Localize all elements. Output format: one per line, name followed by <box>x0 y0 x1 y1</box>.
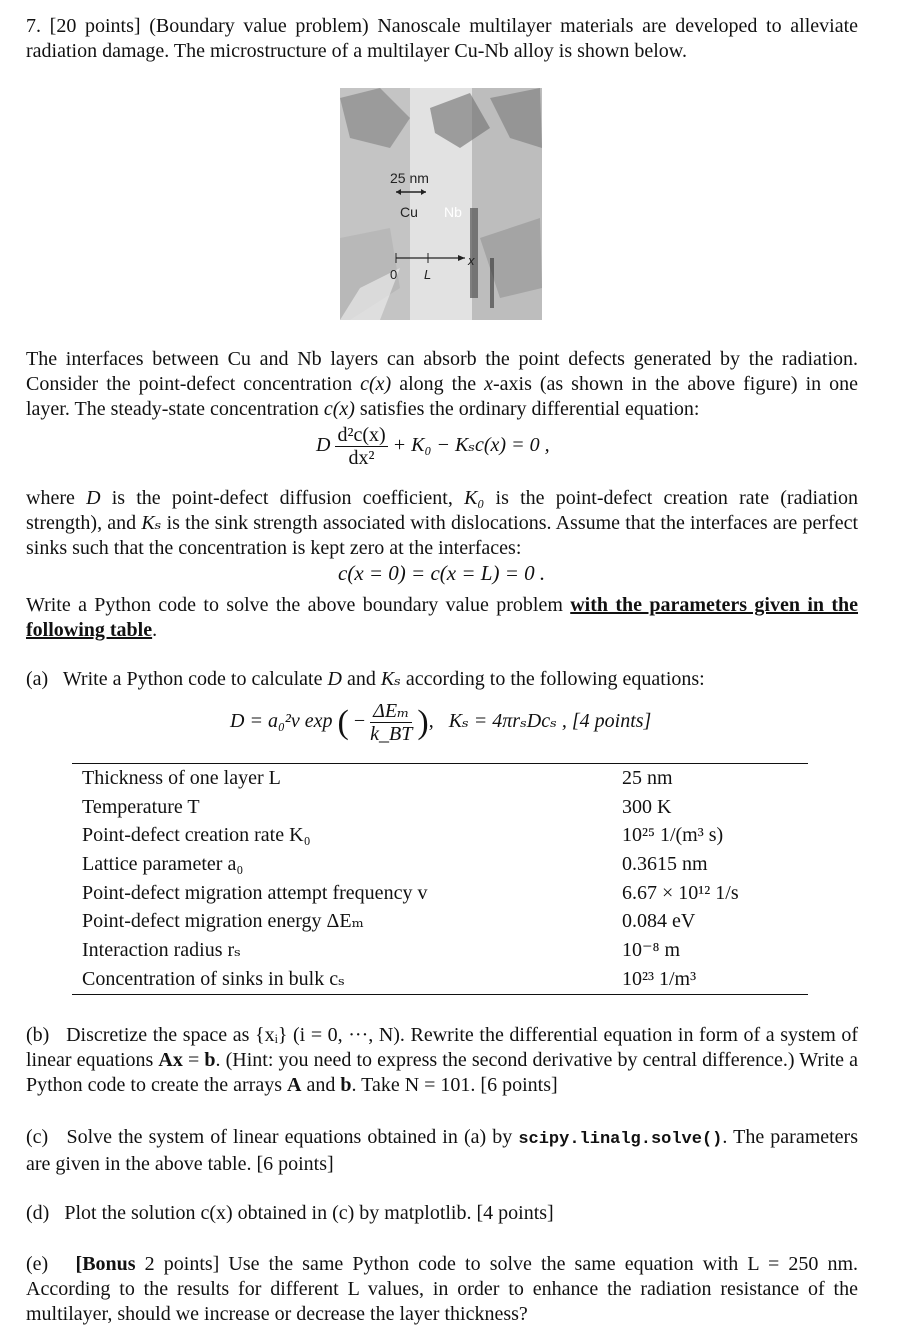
scale-label: 25 nm <box>390 170 429 186</box>
table-row <box>72 907 808 936</box>
part-b-text-2: = <box>182 1049 205 1071</box>
diffusion-eq-denominator: k_BT <box>370 723 413 745</box>
layer-label-nb: Nb <box>444 204 462 220</box>
part-a-label: (a) <box>26 668 49 690</box>
part-b-ax: Ax <box>158 1049 183 1071</box>
part-d-label: (d) <box>26 1202 50 1224</box>
boundary-conditions: c(x = 0) = c(x = L) = 0 . <box>338 561 546 585</box>
intro-paragraph <box>26 347 858 422</box>
axis-origin-label: 0 <box>390 267 398 282</box>
ode-numerator: d²c(x) <box>337 424 386 446</box>
scipy-code: scipy.linalg.solve() <box>518 1130 723 1149</box>
parameter-name: Thickness of one layer L <box>82 767 281 789</box>
part-b-a: A <box>287 1074 302 1096</box>
intro-cx: c(x) <box>360 373 392 395</box>
part-a-equations: D = a₀²v exp ( − $\frac{\text{ΔEₘ}}{k\_BT}$ ), Kₛ = 4πrₛDcₛ , [4 points] <box>230 700 652 745</box>
part-b <box>26 1023 858 1098</box>
parameter-table <box>72 763 808 995</box>
table-row <box>72 821 808 850</box>
part-c-text-1: Solve the system of linear equations obtained in (a) by <box>66 1126 519 1148</box>
table-row <box>72 879 808 908</box>
parameter-value: 0.3615 nm <box>622 853 708 876</box>
definitions-paragraph <box>26 486 858 561</box>
left-paren: ( <box>337 704 349 741</box>
part-b-text-5: . Take N = 101. [6 points] <box>351 1074 558 1096</box>
table-row <box>72 936 808 965</box>
table-row <box>72 793 808 822</box>
where-text-1: where <box>26 487 87 509</box>
part-c <box>26 1125 858 1177</box>
part-a-text-2: and <box>341 668 381 690</box>
where-d: D <box>86 487 101 509</box>
parameter-name: Point-defect migration energy ΔEₘ <box>82 910 364 933</box>
table-row <box>72 764 808 793</box>
parameter-value: 10²³ 1/m³ <box>622 967 697 990</box>
problem-number: 7. <box>26 15 41 37</box>
where-text-4: is the sink strength associated with dislocations. Assume that the interfaces are perfect sinks such that the concentration is kept zero at the interfaces: <box>26 512 858 559</box>
instruction-paragraph <box>26 593 858 643</box>
layer-label-cu: Cu <box>400 204 418 220</box>
part-b-b: b <box>204 1049 216 1071</box>
ode-fraction <box>335 424 387 469</box>
instruction-period: . <box>152 619 158 641</box>
diffusion-eq-lhs: D = a₀²v exp <box>230 710 333 733</box>
part-e <box>26 1252 858 1327</box>
ode-equation <box>316 424 550 469</box>
parameter-value: 10⁻⁸ m <box>622 939 681 962</box>
parameter-value: 25 nm <box>622 767 673 789</box>
axis-end-label: L <box>424 267 432 282</box>
intro-text-1: The interfaces between Cu and Nb layers can absorb the point defects generated by the radiation. Consider the point-defect concentration <box>26 348 858 395</box>
part-d <box>26 1201 858 1226</box>
ode-denominator: dx² <box>348 447 375 469</box>
part-a-text-3: according to the following equations: <box>400 668 705 690</box>
parameter-name: Point-defect migration attempt frequency v <box>82 881 428 904</box>
right-paren: ) <box>417 704 429 741</box>
parameter-value: 6.67 × 10¹² 1/s <box>622 881 739 904</box>
part-d-text: Plot the solution c(x) obtained in (c) by matplotlib. [4 points] <box>64 1202 554 1224</box>
diffusion-eq-fraction <box>370 700 412 745</box>
parameter-value: 0.084 eV <box>622 910 696 933</box>
intro-text-3: -axis (as shown in the above figure) in one layer. The steady-state concentration <box>26 373 859 420</box>
part-b-label: (b) <box>26 1024 50 1046</box>
problem-heading <box>26 14 858 64</box>
intro-x: x <box>484 373 493 395</box>
part-c-text-2: . The parameters are given in the above table. [6 points] <box>26 1126 859 1175</box>
ode-rest: + K₀ − Kₛc(x) = 0 , <box>392 434 550 457</box>
part-a-ks: Kₛ <box>380 668 401 690</box>
axis-var-label: x <box>468 253 475 268</box>
part-e-text: 2 points] Use the same Python code to solve the same equation with L = 250 nm. According to the results for different L values, in order to enhance the radiation resistance of the multilayer, should we increase or decrease the layer thickness? <box>26 1253 859 1325</box>
part-b-text-1: Discretize the space as {xᵢ} (i = 0, ···, N). Rewrite the differential equation in form of a system of linear equations <box>26 1024 859 1071</box>
parameter-name: Point-defect creation rate K₀ <box>82 824 311 847</box>
table-row <box>72 850 808 879</box>
intro-text-2: along the <box>391 373 485 395</box>
intro-cx-2: c(x) <box>323 398 355 420</box>
micrograph-figure <box>340 88 542 320</box>
where-k0: K₀ <box>464 487 485 509</box>
part-c-label: (c) <box>26 1126 49 1148</box>
part-a <box>26 667 858 692</box>
sink-strength-eq: Kₛ = 4πrₛDcₛ , [4 points] <box>448 710 652 733</box>
part-a-text-1: Write a Python code to calculate <box>62 668 328 690</box>
intro-text-4: satisfies the ordinary differential equation: <box>354 398 700 420</box>
parameter-name: Concentration of sinks in bulk cₛ <box>82 967 345 990</box>
parameter-name: Lattice parameter a₀ <box>82 853 244 876</box>
where-text-3: is the point-defect creation rate (radiation strength), and <box>26 487 859 534</box>
where-text-2: is the point-defect diffusion coefficient, <box>100 487 465 509</box>
parameter-name: Interaction radius rₛ <box>82 939 241 962</box>
part-b-text-3: . (Hint: you need to express the second derivative by central difference.) Write a Python code to create the arrays <box>26 1049 858 1096</box>
instruction-underlined: with the parameters given in the following table <box>26 594 859 641</box>
part-e-bonus: [Bonus <box>75 1253 136 1275</box>
parameter-value: 300 K <box>622 795 672 818</box>
part-b-b2: b <box>340 1074 352 1096</box>
where-ks: Kₛ <box>141 512 162 534</box>
instruction-text: Write a Python code to solve the above boundary value problem <box>26 594 571 616</box>
part-b-text-4: and <box>301 1074 341 1096</box>
part-e-label: (e) <box>26 1253 49 1275</box>
part-a-d: D <box>327 668 342 690</box>
problem-heading-text: [20 points] (Boundary value problem) Nanoscale multilayer materials are developed to alleviate radiation damage. The microstructure of a multilayer Cu-Nb alloy is shown below. <box>26 15 859 62</box>
table-row <box>72 965 808 994</box>
ode-d: D <box>316 434 331 457</box>
parameter-value: 10²⁵ 1/(m³ s) <box>622 824 724 847</box>
diffusion-eq-numerator: ΔEₘ <box>370 700 412 723</box>
micrograph-texture <box>340 88 542 320</box>
parameter-name: Temperature T <box>82 795 200 818</box>
